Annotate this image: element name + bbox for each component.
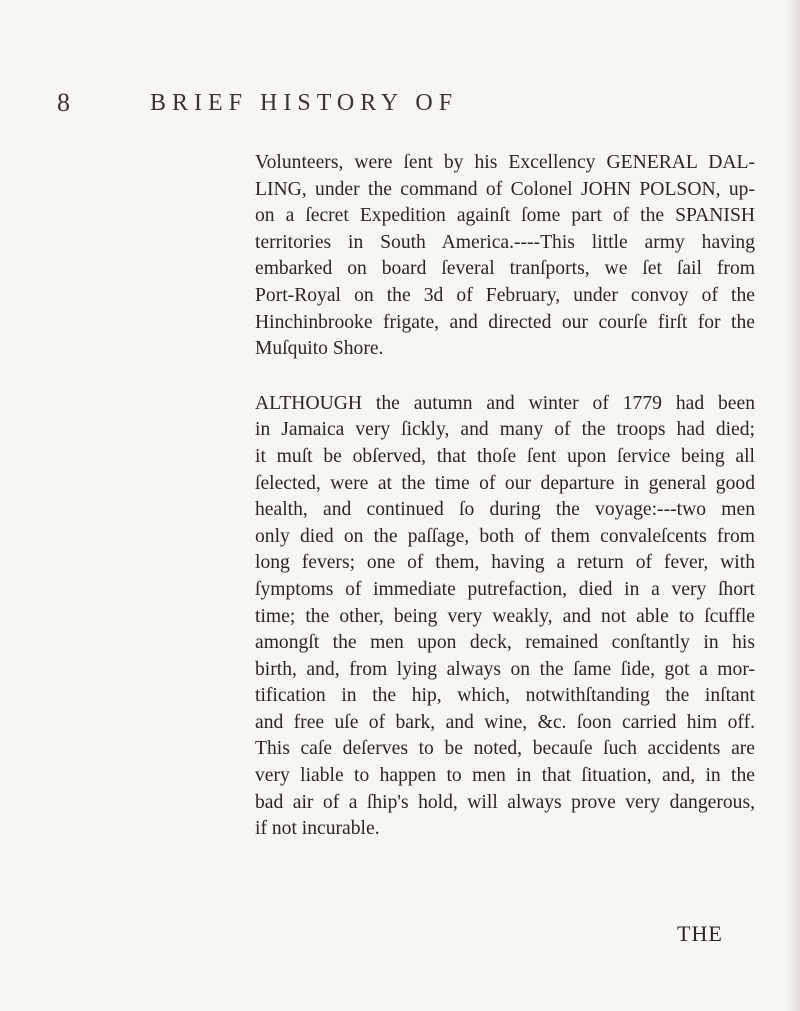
page-edge-shadow bbox=[786, 0, 800, 1011]
paragraph-gap bbox=[255, 363, 755, 391]
catchword: THE bbox=[677, 921, 723, 946]
text-line: if not incurable. bbox=[255, 818, 380, 840]
text-line: amongſt the men upon deck, remained conſtantly in his bbox=[255, 632, 755, 654]
text-line: LING, under the command of Colonel JOHN POLSON, up- bbox=[255, 178, 755, 200]
text-line: ſymptoms of immediate putrefaction, died in a very ſhort bbox=[255, 578, 755, 600]
text-line: time; the other, being very weakly, and not able to ſcuffle bbox=[255, 605, 755, 627]
text-line: in Jamaica very ſickly, and many of the troops had died; bbox=[255, 419, 755, 441]
text-line: birth, and, from lying always on the ſame ſide, got a mor- bbox=[255, 658, 755, 680]
text-line: only died on the paſſage, both of them convaleſcents from bbox=[255, 525, 755, 547]
text-line: This caſe deſerves to be noted, becauſe ſuch accidents are bbox=[255, 738, 755, 760]
text-line: tification in the hip, which, notwithſtanding the inſtant bbox=[255, 685, 755, 707]
text-line: Hinchinbrooke frigate, and directed our courſe firſt for the bbox=[255, 311, 755, 333]
text-line: Muſquito Shore. bbox=[255, 338, 384, 360]
text-line: embarked on board ſeveral tranſports, we ſet ſail from bbox=[255, 258, 755, 280]
text-line: bad air of a ſhip's hold, will always prove very dangerous, bbox=[255, 791, 755, 813]
paragraph-2 bbox=[255, 391, 755, 843]
text-line: and free uſe of bark, and wine, &c. ſoon carried him off. bbox=[255, 711, 755, 733]
page-number: 8 bbox=[57, 88, 70, 117]
text-line: ſelected, were at the time of our departure in general good bbox=[255, 472, 755, 494]
text-line: territories in South America.----This little army having bbox=[255, 231, 755, 253]
body-text bbox=[255, 150, 755, 843]
text-line: it muſt be obſerved, that thoſe ſent upon ſervice being all bbox=[255, 445, 755, 467]
paragraph-1 bbox=[255, 150, 755, 363]
running-head: BRIEF HISTORY OF bbox=[150, 90, 459, 116]
text-line: very liable to happen to men in that ſituation, and, in the bbox=[255, 765, 755, 787]
text-line: Port-Royal on the 3d of February, under convoy of the bbox=[255, 284, 755, 306]
text-line: Volunteers, were ſent by his Excellency GENERAL DAL- bbox=[255, 152, 755, 173]
text-line: on a ſecret Expedition againſt ſome part of the SPANISH bbox=[255, 205, 755, 227]
text-line: health, and continued ſo during the voyage:---two men bbox=[255, 499, 755, 521]
text-line: ALTHOUGH the autumn and winter of 1779 had been bbox=[255, 392, 755, 414]
text-line: long fevers; one of them, having a return of fever, with bbox=[255, 552, 755, 574]
